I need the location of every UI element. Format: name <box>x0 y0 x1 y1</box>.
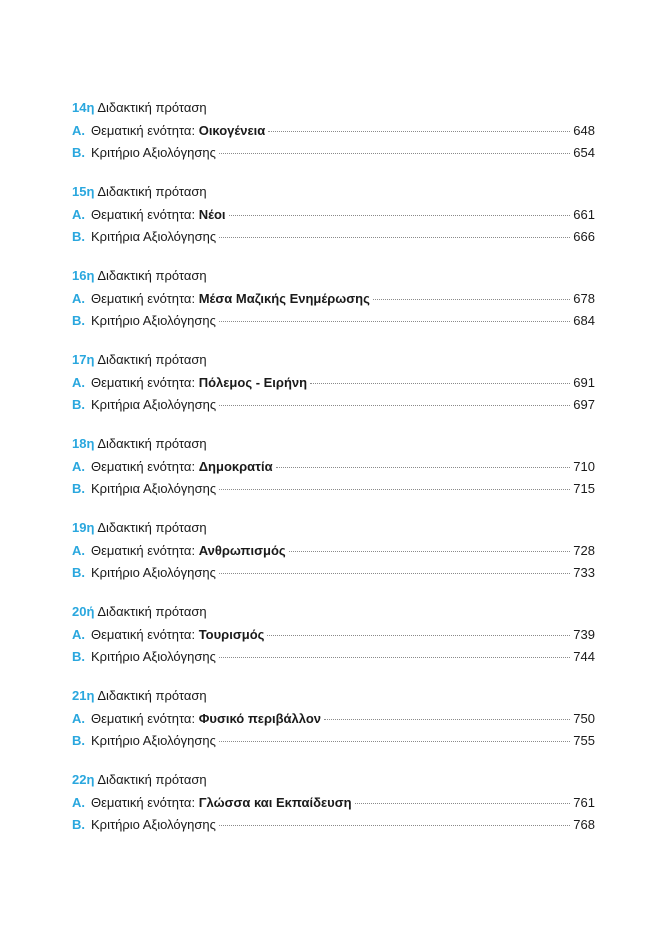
entry-title <box>91 794 352 812</box>
section-number: 18η <box>72 436 95 451</box>
section-title: Διδακτική πρόταση <box>97 688 207 703</box>
entry-topic: Ανθρωπισμός <box>198 542 286 558</box>
page-number: 661 <box>573 206 595 222</box>
dot-leader <box>310 383 570 384</box>
entry-topic: Οικογένεια <box>198 122 266 138</box>
section-title: Διδακτική πρόταση <box>97 520 207 535</box>
toc-entry-b[interactable] <box>72 144 595 162</box>
page-number: 744 <box>573 649 595 664</box>
entry-title: Κριτήριο Αξιολόγησης <box>91 649 216 664</box>
entry-label: Θεματική ενότητα: <box>91 290 196 306</box>
toc-entry-a[interactable] <box>72 626 595 644</box>
entry-title: Κριτήριο Αξιολόγησης <box>91 817 216 832</box>
entry-letter: Α. <box>72 206 85 222</box>
entry-letter: Α. <box>72 794 85 810</box>
entry-title: Κριτήριο Αξιολόγησης <box>91 145 216 160</box>
entry-title: Κριτήρια Αξιολόγησης <box>91 229 217 244</box>
page-number: 710 <box>573 458 595 474</box>
table-of-contents <box>72 99 595 855</box>
entry-title <box>91 290 370 308</box>
toc-entry-b[interactable] <box>72 816 595 834</box>
toc-entry-b[interactable] <box>72 564 595 582</box>
toc-entry-a[interactable] <box>72 122 595 140</box>
entry-title <box>91 206 226 224</box>
section-number: 17η <box>72 352 95 367</box>
section-heading <box>72 519 595 537</box>
page-number: 755 <box>573 733 595 748</box>
entry-letter: Α. <box>72 290 85 306</box>
section-heading <box>72 183 595 201</box>
entry-title <box>91 626 264 644</box>
page-number: 697 <box>573 397 595 412</box>
toc-section <box>72 519 595 582</box>
section-heading <box>72 351 595 369</box>
section-number: 15η <box>72 184 95 199</box>
toc-section <box>72 771 595 834</box>
section-heading <box>72 771 595 789</box>
entry-label: Θεματική ενότητα: <box>91 374 196 390</box>
entry-topic: Φυσικό περιβάλλον <box>198 710 321 726</box>
dot-leader <box>219 405 570 406</box>
section-title: Διδακτική πρόταση <box>97 352 207 367</box>
page-number: 648 <box>573 122 595 138</box>
entry-letter: Β. <box>72 565 85 580</box>
page-number: 750 <box>573 710 595 726</box>
toc-section <box>72 99 595 162</box>
toc-entry-a[interactable] <box>72 458 595 476</box>
entry-letter: Α. <box>72 710 85 726</box>
dot-leader <box>219 153 570 154</box>
page-number: 739 <box>573 626 595 642</box>
toc-section <box>72 687 595 750</box>
entry-letter: Β. <box>72 397 85 412</box>
entry-title <box>91 458 273 476</box>
page-number: 715 <box>573 481 595 496</box>
entry-topic: Δημοκρατία <box>198 458 273 474</box>
entry-letter: Β. <box>72 313 85 328</box>
entry-letter: Β. <box>72 649 85 664</box>
section-number: 19η <box>72 520 95 535</box>
dot-leader <box>229 215 570 216</box>
entry-title: Κριτήριο Αξιολόγησης <box>91 565 216 580</box>
section-title: Διδακτική πρόταση <box>97 604 207 619</box>
dot-leader <box>324 719 570 720</box>
toc-section <box>72 435 595 498</box>
entry-label: Θεματική ενότητα: <box>91 122 196 138</box>
page-number: 761 <box>573 794 595 810</box>
entry-topic: Πόλεμος - Ειρήνη <box>198 374 308 390</box>
entry-label: Θεματική ενότητα: <box>91 794 196 810</box>
entry-letter: Α. <box>72 122 85 138</box>
entry-label: Θεματική ενότητα: <box>91 206 196 222</box>
entry-letter: Α. <box>72 458 85 474</box>
entry-title <box>91 710 321 728</box>
dot-leader <box>267 635 570 636</box>
entry-title: Κριτήριο Αξιολόγησης <box>91 313 216 328</box>
toc-entry-a[interactable] <box>72 374 595 392</box>
page-number: 666 <box>573 229 595 244</box>
toc-entry-a[interactable] <box>72 290 595 308</box>
dot-leader <box>268 131 570 132</box>
entry-label: Θεματική ενότητα: <box>91 710 196 726</box>
section-title: Διδακτική πρόταση <box>97 268 207 283</box>
entry-letter: Β. <box>72 817 85 832</box>
entry-letter: Α. <box>72 626 85 642</box>
entry-title: Κριτήρια Αξιολόγησης <box>91 481 217 496</box>
dot-leader <box>219 573 570 574</box>
entry-letter: Α. <box>72 374 85 390</box>
dot-leader <box>219 657 570 658</box>
toc-section <box>72 183 595 246</box>
section-number: 20ή <box>72 604 95 619</box>
page-number: 768 <box>573 817 595 832</box>
entry-letter: Β. <box>72 481 85 496</box>
dot-leader <box>219 237 570 238</box>
section-title: Διδακτική πρόταση <box>97 100 207 115</box>
section-number: 14η <box>72 100 95 115</box>
toc-entry-a[interactable] <box>72 794 595 812</box>
section-number: 22η <box>72 772 95 787</box>
section-heading <box>72 99 595 117</box>
toc-entry-a[interactable] <box>72 710 595 728</box>
section-title: Διδακτική πρόταση <box>97 772 207 787</box>
toc-entry-a[interactable] <box>72 542 595 560</box>
entry-topic: Μέσα Μαζικής Ενημέρωσης <box>198 290 370 306</box>
dot-leader <box>355 803 570 804</box>
section-heading <box>72 267 595 285</box>
section-heading <box>72 603 595 621</box>
entry-letter: Β. <box>72 733 85 748</box>
toc-section <box>72 351 595 414</box>
section-heading <box>72 687 595 705</box>
entry-topic: Τουρισμός <box>198 626 265 642</box>
entry-letter: Β. <box>72 229 85 244</box>
toc-entry-b[interactable] <box>72 732 595 750</box>
entry-letter: Α. <box>72 542 85 558</box>
entry-label: Θεματική ενότητα: <box>91 542 196 558</box>
entry-topic: Νέοι <box>198 206 226 222</box>
toc-entry-b[interactable] <box>72 480 595 498</box>
page-number: 684 <box>573 313 595 328</box>
entry-title: Κριτήρια Αξιολόγησης <box>91 397 217 412</box>
page-number: 691 <box>573 374 595 390</box>
entry-title <box>91 374 307 392</box>
dot-leader <box>219 489 570 490</box>
section-heading <box>72 435 595 453</box>
section-title: Διδακτική πρόταση <box>97 436 207 451</box>
page-number: 678 <box>573 290 595 306</box>
toc-entry-b[interactable] <box>72 648 595 666</box>
dot-leader <box>373 299 570 300</box>
toc-entry-b[interactable] <box>72 312 595 330</box>
page-number: 733 <box>573 565 595 580</box>
toc-entry-b[interactable] <box>72 396 595 414</box>
toc-entry-b[interactable] <box>72 228 595 246</box>
entry-label: Θεματική ενότητα: <box>91 458 196 474</box>
dot-leader <box>219 825 570 826</box>
entry-title <box>91 542 286 560</box>
entry-title <box>91 122 265 140</box>
dot-leader <box>276 467 570 468</box>
entry-label: Θεματική ενότητα: <box>91 626 196 642</box>
dot-leader <box>219 321 570 322</box>
page-number: 654 <box>573 145 595 160</box>
entry-title: Κριτήριο Αξιολόγησης <box>91 733 216 748</box>
toc-entry-a[interactable] <box>72 206 595 224</box>
page-number: 728 <box>573 542 595 558</box>
dot-leader <box>219 741 570 742</box>
section-number: 16η <box>72 268 95 283</box>
toc-section <box>72 267 595 330</box>
toc-section <box>72 603 595 666</box>
section-title: Διδακτική πρόταση <box>97 184 207 199</box>
entry-topic: Γλώσσα και Εκπαίδευση <box>198 794 352 810</box>
dot-leader <box>289 551 570 552</box>
entry-letter: Β. <box>72 145 85 160</box>
section-number: 21η <box>72 688 95 703</box>
